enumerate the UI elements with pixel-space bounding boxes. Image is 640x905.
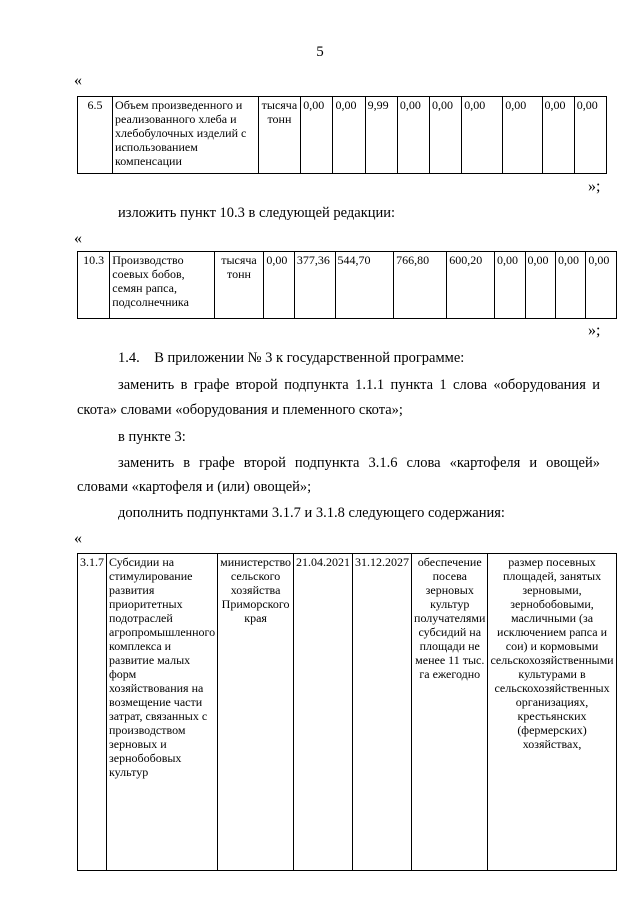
paragraph-replace-3-1-6-line1: заменить в графе второй подпункта 3.1.6 слова «картофеля и овощей» bbox=[118, 455, 600, 471]
cell-value: 600,20 bbox=[447, 252, 495, 319]
cell-value: 0,00 bbox=[462, 97, 503, 174]
page-number: 5 bbox=[316, 44, 324, 60]
cell-name: Производство соевых бобов, семян рапса, подсолнечника bbox=[110, 252, 214, 319]
table-6-5 bbox=[77, 96, 607, 174]
cell-value: 0,00 bbox=[495, 252, 525, 319]
cell-value: 766,80 bbox=[394, 252, 447, 319]
cell-value: 0,00 bbox=[503, 97, 542, 174]
cell-value: 9,99 bbox=[365, 97, 397, 174]
paragraph-replace-10-3: изложить пункт 10.3 в следующей редакции: bbox=[118, 205, 396, 221]
cell-value: 0,00 bbox=[430, 97, 462, 174]
cell-name: Субсидии на стимулирование развития приоритетных подотраслей агропромышленного комплекса и развитие малых форм хозяйствования на возмещение части затрат, связанных с производством зерновых и зернобобовых культур bbox=[107, 554, 218, 871]
table-row bbox=[78, 97, 607, 174]
cell-value: 0,00 bbox=[264, 252, 294, 319]
cell-value: 0,00 bbox=[333, 97, 365, 174]
cell-date-start: 21.04.2021 bbox=[294, 554, 353, 871]
cell-value: 0,00 bbox=[542, 97, 574, 174]
cell-value: 544,70 bbox=[335, 252, 394, 319]
table-3-1-7 bbox=[77, 553, 617, 871]
paragraph-1-4: 1.4. В приложении № 3 к государственной программе: bbox=[118, 350, 465, 366]
paragraph-replace-3-1-6-line2: словами «картофеля и (или) овощей»; bbox=[77, 479, 312, 495]
table-row bbox=[78, 554, 617, 871]
cell-date-end: 31.12.2027 bbox=[353, 554, 412, 871]
cell-value: 0,00 bbox=[301, 97, 333, 174]
cell-executor: министерство сельского хозяйства Приморского края bbox=[218, 554, 294, 871]
cell-num: 10.3 bbox=[78, 252, 110, 319]
cell-result: обеспечение посева зерновых культур получателями субсидий на площади не менее 11 тыс. га ежегодно bbox=[412, 554, 488, 871]
close-quote: »; bbox=[588, 178, 601, 195]
cell-num: 6.5 bbox=[78, 97, 113, 174]
cell-value: 0,00 bbox=[397, 97, 429, 174]
open-quote: « bbox=[74, 230, 82, 247]
open-quote: « bbox=[74, 530, 82, 547]
cell-unit: тысяча тонн bbox=[258, 97, 301, 174]
cell-value: 0,00 bbox=[525, 252, 555, 319]
close-quote: »; bbox=[588, 322, 601, 339]
cell-name: Объем произведенного и реализованного хлеба и хлебобулочных изделий с использованием компенсации bbox=[113, 97, 259, 174]
cell-num: 3.1.7 bbox=[78, 554, 107, 871]
cell-value: 377,36 bbox=[294, 252, 335, 319]
table-row bbox=[78, 252, 617, 319]
cell-value: 0,00 bbox=[574, 97, 606, 174]
cell-unit: тысяча тонн bbox=[214, 252, 264, 319]
open-quote: « bbox=[74, 72, 82, 89]
cell-indicator: размер посевных площадей, занятых зерновыми, зернобобовыми, масличными (за исключением рапса и сои) и кормовыми сельскохозяйственными культурами в сельскохозяйственных организациях, крестьянских (фермерских) хозяйствах, bbox=[488, 554, 616, 871]
cell-value: 0,00 bbox=[555, 252, 585, 319]
table-10-3 bbox=[77, 251, 617, 319]
paragraph-add-subitems: дополнить подпунктами 3.1.7 и 3.1.8 следующего содержания: bbox=[118, 505, 505, 521]
paragraph-replace-1-1-1-line1: заменить в графе второй подпункта 1.1.1 пункта 1 слова «оборудования и bbox=[118, 377, 600, 393]
paragraph-replace-1-1-1-line2: скота» словами «оборудования и племенного скота»; bbox=[77, 402, 403, 418]
cell-value: 0,00 bbox=[586, 252, 617, 319]
paragraph-item-3: в пункте 3: bbox=[118, 429, 186, 445]
